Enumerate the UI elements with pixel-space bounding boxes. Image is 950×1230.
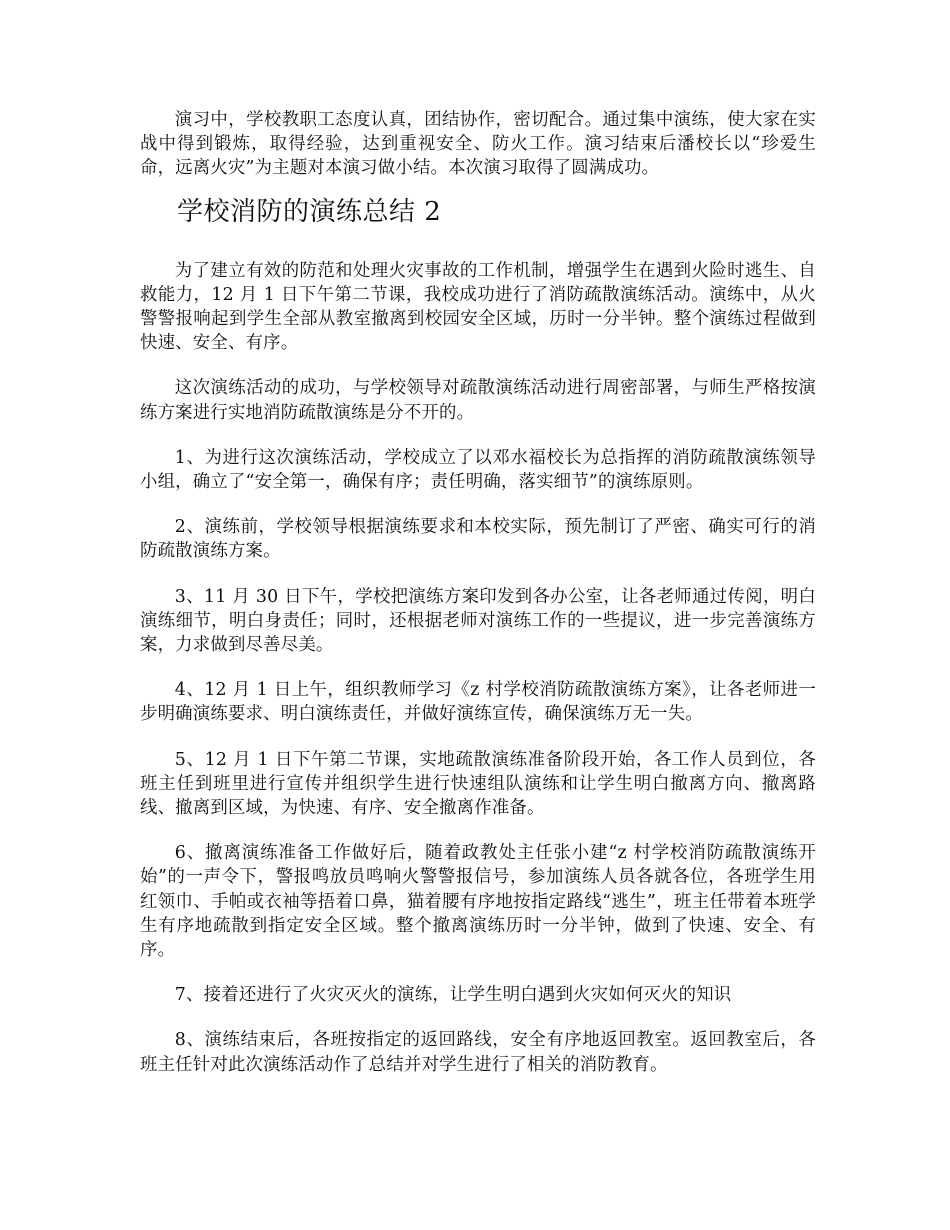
paragraph-item-6: 6、撤离演练准备工作做好后，随着政教处主任张小建“z 村学校消防疏散演练开始”的一声令下，警报鸣放员鸣响火警警报信号，参加演练人员各就各位，各班学生用红领巾、手帕或衣袖等捂着口鼻，猫着腰有序地按指定路线“逃生”，班主任带着本班学生有序地疏散到指定安全区域。整个撤离演练历时一分半钟，做到了快速、安全、有序。 <box>140 843 816 961</box>
paragraph-item-4: 4、12 月 1 日上午，组织教师学习《z 村学校消防疏散演练方案》，让各老师进一步明确演练要求、明白演练责任，并做好演练宣传，确保演练万无一失。 <box>140 680 816 725</box>
paragraph-item-7: 7、接着还进行了火灾灭火的演练，让学生明白遇到火灾如何灭火的知识 <box>174 985 732 1006</box>
paragraph-item-1: 1、为进行这次演练活动，学校成立了以邓水福校长为总指挥的消防疏散演练领导小组，确立了“安全第一，确保有序；责任明确，落实细节”的演练原则。 <box>140 447 816 493</box>
paragraph-purpose: 为了建立有效的防范和处理火灾事故的工作机制，增强学生在遇到火险时逃生、自救能力，12 月 1 日下午第二节课，我校成功进行了消防疏散演练活动。演练中，从火警警报响起到学生全部从教室撤离到校园安全区域，历时一分半钟。整个演练过程做到快速、安全、有序。 <box>140 260 816 354</box>
paragraph-success: 这次演练活动的成功，与学校领导对疏散演练活动进行周密部署，与师生严格按演练方案进行实地消防疏散演练是分不开的。 <box>140 378 816 423</box>
paragraph-item-2: 2、演练前，学校领导根据演练要求和本校实际，预先制订了严密、确实可行的消防疏散演练方案。 <box>140 517 816 562</box>
paragraph-item-5: 5、12 月 1 日下午第二节课，实地疏散演练准备阶段开始，各工作人员到位，各班主任到班里进行宣传并组织学生进行快速组队演练和让学生明白撤离方向、撤离路线、撤离到区域，为快速、有序、安全撤离作准备。 <box>140 749 816 819</box>
intro-paragraph: 演习中，学校教职工态度认真，团结协作，密切配合。通过集中演练，使大家在实战中得到锻炼，取得经验，达到重视安全、防火工作。演习结束后潘校长以“珍爱生命，远离火灾”为主题对本演习做小结。本次演习取得了圆满成功。 <box>140 110 816 179</box>
section-title: 学校消防的演练总结 2 <box>177 196 442 227</box>
paragraph-item-8: 8、演练结束后，各班按指定的返回路线，安全有序地返回教室。返回教室后，各班主任针对此次演练活动作了总结并对学生进行了相关的消防教育。 <box>140 1030 816 1075</box>
paragraph-item-3: 3、11 月 30 日下午，学校把演练方案印发到各办公室，让各老师通过传阅，明白演练细节，明白身责任；同时，还根据老师对演练工作的一些提议，进一步完善演练方案，力求做到尽善尽美。 <box>140 586 816 656</box>
document-page <box>140 108 816 1077</box>
